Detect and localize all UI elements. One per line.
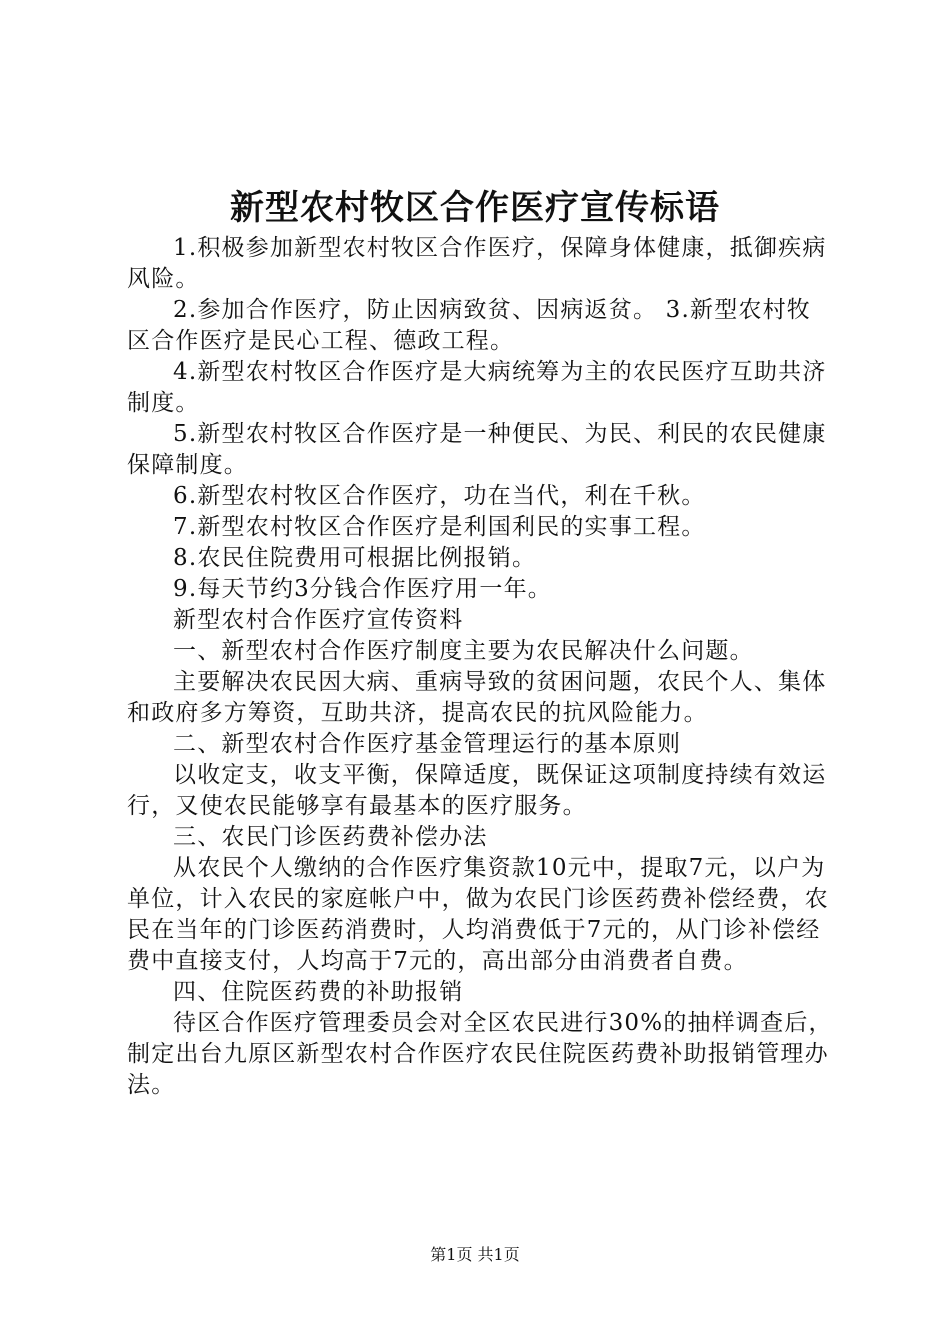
paragraph: 待区合作医疗管理委员会对全区农民进行30%的抽样调查后，制定出台九原区新型农村合作医疗农民住院医药费补助报销管理办法。 <box>127 1010 833 1098</box>
section-heading: 四、住院医药费的补助报销 <box>173 979 464 1005</box>
paragraph: 5.新型农村牧区合作医疗是一种便民、为民、利民的农民健康保障制度。 <box>127 421 827 478</box>
paragraph: 2.参加合作医疗，防止因病致贫、因病返贫。 3.新型农村牧区合作医疗是民心工程、德政工程。 <box>127 297 811 354</box>
section-heading: 新型农村合作医疗宣传资料 <box>173 607 464 633</box>
section-heading: 三、农民门诊医药费补偿办法 <box>173 824 488 850</box>
page-footer: 第1页 共1页 <box>430 1245 520 1264</box>
paragraph: 7.新型农村牧区合作医疗是利国利民的实事工程。 <box>173 514 706 540</box>
paragraph: 主要解决农民因大病、重病导致的贫困问题，农民个人、集体和政府多方筹资，互助共济，提高农民的抗风险能力。 <box>127 669 827 726</box>
section-heading: 一、新型农村合作医疗制度主要为农民解决什么问题。 <box>173 638 754 664</box>
paragraph: 以收定支，收支平衡，保障适度，既保证这项制度持续有效运行，又使农民能够享有最基本的医疗服务。 <box>127 762 827 819</box>
paragraph: 6.新型农村牧区合作医疗，功在当代，利在千秋。 <box>173 483 706 509</box>
paragraph: 8.农民住院费用可根据比例报销。 <box>173 545 537 571</box>
document-body <box>127 233 833 1101</box>
document-title: 新型农村牧区合作医疗宣传标语 <box>230 188 720 228</box>
paragraph: 1.积极参加新型农村牧区合作医疗，保障身体健康，抵御疾病风险。 <box>127 235 827 292</box>
paragraph: 4.新型农村牧区合作医疗是大病统筹为主的农民医疗互助共济制度。 <box>127 359 827 416</box>
section-heading: 二、新型农村合作医疗基金管理运行的基本原则 <box>173 731 682 757</box>
paragraph: 从农民个人缴纳的合作医疗集资款10元中，提取7元，以户为单位，计入农民的家庭帐户中，做为农民门诊医药费补偿经费，农民在当年的门诊医药消费时，人均消费低于7元的，从门诊补偿经费中直接支付，人均高于7元的，高出部分由消费者自费。 <box>127 855 829 974</box>
paragraph: 9.每天节约3分钱合作医疗用一年。 <box>173 576 552 602</box>
